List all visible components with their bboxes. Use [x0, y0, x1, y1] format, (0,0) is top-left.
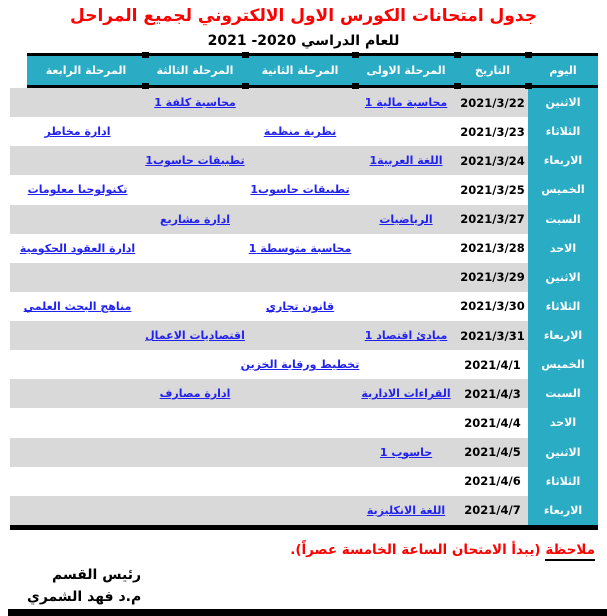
date-cell: 2021/3/28: [460, 241, 525, 256]
day-cell: الثلاثاء: [528, 467, 598, 496]
subject-link[interactable]: اللغة الانكليزية: [366, 503, 446, 517]
stage3-cell: [145, 408, 245, 437]
stage1-cell: [355, 175, 457, 204]
date-cell: 2021/4/7: [464, 503, 521, 518]
stage4-cell: [10, 438, 145, 467]
stage3-cell: [145, 117, 245, 146]
table-row: [10, 234, 598, 263]
subject-link[interactable]: ادارة مشاريع: [160, 212, 230, 226]
stage4-cell: [10, 88, 145, 117]
page-bottom-rule: [8, 609, 607, 616]
stage4-cell: [10, 205, 145, 234]
stage3-cell: [145, 379, 245, 408]
stage1-cell: [355, 292, 457, 321]
date-cell: 2021/3/22: [460, 95, 525, 110]
header-day: اليوم: [549, 64, 577, 77]
stage2-cell: [245, 117, 355, 146]
stage1-cell: [355, 146, 457, 175]
stage3-cell: [145, 292, 245, 321]
stage4-cell: [10, 321, 145, 350]
stage2-cell: [245, 408, 355, 437]
stage2-cell: [245, 234, 355, 263]
day-cell: الاربعاء: [528, 321, 598, 350]
header-border-tick: [352, 52, 359, 58]
stage2-cell: [245, 292, 355, 321]
stage1-cell: [355, 88, 457, 117]
header-border-tick: [525, 52, 532, 58]
exam-schedule-table: [10, 53, 598, 530]
stage2-cell: [245, 321, 355, 350]
page-title: جدول امتحانات الكورس الاول الالكتروني لجميع المراحل: [70, 6, 537, 26]
subject-link[interactable]: اقتصاديات الاعمال: [145, 329, 245, 343]
table-row: [10, 263, 598, 292]
stage3-cell: [145, 438, 245, 467]
table-row: [10, 292, 598, 321]
date-cell: 2021/3/24: [460, 153, 525, 168]
subject-link[interactable]: محاسبة مالية 1: [364, 96, 448, 110]
stage1-cell: [355, 321, 457, 350]
date-cell: 2021/3/27: [460, 212, 525, 227]
stage3-cell: [145, 175, 245, 204]
stage1-cell: [355, 205, 457, 234]
stage2-cell: [245, 379, 355, 408]
header-border-tick: [142, 83, 149, 89]
stage2-cell: [245, 146, 355, 175]
stage4-cell: [10, 117, 145, 146]
note-text: (يبدأ الامتحان الساعة الخامسة عصراً).: [290, 542, 546, 558]
date-cell: 2021/3/25: [460, 182, 525, 197]
stage2-cell: [245, 205, 355, 234]
table-row: [10, 88, 598, 117]
table-row: [10, 175, 598, 204]
table-bottom-border: [10, 525, 598, 530]
stage1-cell: [355, 234, 457, 263]
date-cell: 2021/4/5: [464, 445, 521, 460]
stage4-cell: [10, 146, 145, 175]
day-cell: السبت: [528, 205, 598, 234]
stage3-cell: [145, 350, 245, 379]
subject-link[interactable]: تكنولوجيا معلومات: [27, 183, 128, 197]
header-stage3: المرحلة الثالثة: [156, 64, 234, 77]
stage1-cell: [355, 263, 457, 292]
day-cell: الاربعاء: [528, 496, 598, 525]
header-stage4: المرحلة الرابعة: [45, 64, 127, 77]
stage4-cell: [10, 350, 145, 379]
subject-link[interactable]: تطبيقات حاسوب1: [145, 154, 245, 168]
stage1-cell: [355, 496, 457, 525]
day-cell: الثلاثاء: [528, 117, 598, 146]
subject-link[interactable]: ادارة مخاطر: [44, 125, 111, 139]
table-row: [10, 438, 598, 467]
table-row: [10, 379, 598, 408]
subject-link[interactable]: القراءات الادارية: [361, 387, 451, 401]
day-cell: الاثنين: [528, 88, 598, 117]
header-stage1: المرحلة الاولى: [366, 64, 446, 77]
stage3-cell: [145, 234, 245, 263]
subject-link[interactable]: ادارة العقود الحكومية: [19, 241, 136, 255]
stage2-cell: [245, 175, 355, 204]
date-cell: 2021/3/30: [460, 299, 525, 314]
subject-link[interactable]: قانون تجاري: [265, 299, 335, 313]
header-border-tick: [242, 52, 249, 58]
table-row: [10, 321, 598, 350]
stage1-cell: [355, 379, 457, 408]
stage3-cell: [145, 467, 245, 496]
day-cell: الاثنين: [528, 438, 598, 467]
stage3-cell: [145, 321, 245, 350]
stage1-cell: [355, 467, 457, 496]
table-row: [10, 117, 598, 146]
signature-name: م.د فهد الشمري: [27, 589, 142, 605]
day-cell: الاربعاء: [528, 146, 598, 175]
stage4-cell: [10, 263, 145, 292]
day-cell: السبت: [528, 379, 598, 408]
day-cell: الثلاثاء: [528, 292, 598, 321]
subject-link[interactable]: مناهج البحث العلمي: [23, 299, 132, 313]
stage2-cell: [245, 467, 355, 496]
note-line: [290, 542, 595, 558]
date-cell: 2021/4/1: [464, 357, 521, 372]
subject-link[interactable]: اللغة العربية1: [369, 154, 443, 168]
stage2-cell: [245, 263, 355, 292]
table-row: [10, 146, 598, 175]
stage3-cell: [145, 263, 245, 292]
subject-link[interactable]: حاسوب 1: [379, 445, 433, 459]
header-border-tick: [242, 83, 249, 89]
subject-link[interactable]: ادارة مصارف: [159, 387, 231, 401]
day-cell: الاحد: [528, 234, 598, 263]
header-border-tick: [454, 83, 461, 89]
table-row: [10, 467, 598, 496]
table-row: [10, 496, 598, 525]
stage4-cell: [10, 408, 145, 437]
date-cell: 2021/3/23: [460, 124, 525, 139]
header-border-tick: [454, 52, 461, 58]
subject-link[interactable]: تخطيط ورقابة الخزين: [240, 358, 360, 372]
date-cell: 2021/4/4: [464, 415, 521, 430]
stage4-cell: [10, 496, 145, 525]
header-date: التاريخ: [475, 64, 510, 77]
stage2-cell: [240, 350, 360, 379]
date-cell: 2021/3/31: [460, 328, 525, 343]
subject-link[interactable]: محاسبة متوسطة 1: [248, 241, 352, 255]
stage4-cell: [10, 234, 145, 263]
stage3-cell: [145, 146, 245, 175]
header-border-tick: [352, 83, 359, 89]
header-border-tick: [525, 83, 532, 89]
stage1-cell: [355, 117, 457, 146]
stage1-cell: [355, 408, 457, 437]
table-row: [10, 205, 598, 234]
stage3-cell: [145, 88, 245, 117]
table-row: [10, 408, 598, 437]
header-stage2: المرحلة الثانية: [261, 64, 339, 77]
day-cell: الخميس: [528, 350, 598, 379]
day-cell: الخميس: [528, 175, 598, 204]
subject-link[interactable]: تطبيقات حاسوب1: [250, 183, 350, 197]
date-cell: 2021/4/6: [464, 474, 521, 489]
day-cell: الاحد: [528, 408, 598, 437]
stage3-cell: [145, 496, 245, 525]
date-cell: 2021/4/3: [464, 386, 521, 401]
subject-link[interactable]: مبادئ اقتصاد 1: [364, 329, 448, 343]
stage2-cell: [245, 88, 355, 117]
stage4-cell: [10, 467, 145, 496]
stage4-cell: [10, 379, 145, 408]
stage3-cell: [145, 205, 245, 234]
stage4-cell: [10, 175, 145, 204]
subject-link[interactable]: الرياضيات: [379, 212, 433, 226]
signature-title: رئيس القسم: [52, 567, 142, 583]
stage2-cell: [245, 438, 355, 467]
day-cell: الاثنين: [528, 263, 598, 292]
stage1-cell: [355, 350, 457, 379]
subject-link[interactable]: نظرية منظمة: [263, 125, 337, 139]
page-subtitle: للعام الدراسي 2020- 2021: [207, 33, 400, 49]
subject-link[interactable]: محاسبة كلفة 1: [154, 96, 236, 110]
table-row: [10, 350, 598, 379]
header-border-tick: [142, 52, 149, 58]
stage4-cell: [10, 292, 145, 321]
date-cell: 2021/3/29: [460, 270, 525, 285]
table-body: [10, 88, 598, 525]
note-label: ملاحظة: [545, 542, 595, 561]
stage1-cell: [355, 438, 457, 467]
stage2-cell: [245, 496, 355, 525]
table-header-row: [27, 53, 598, 88]
